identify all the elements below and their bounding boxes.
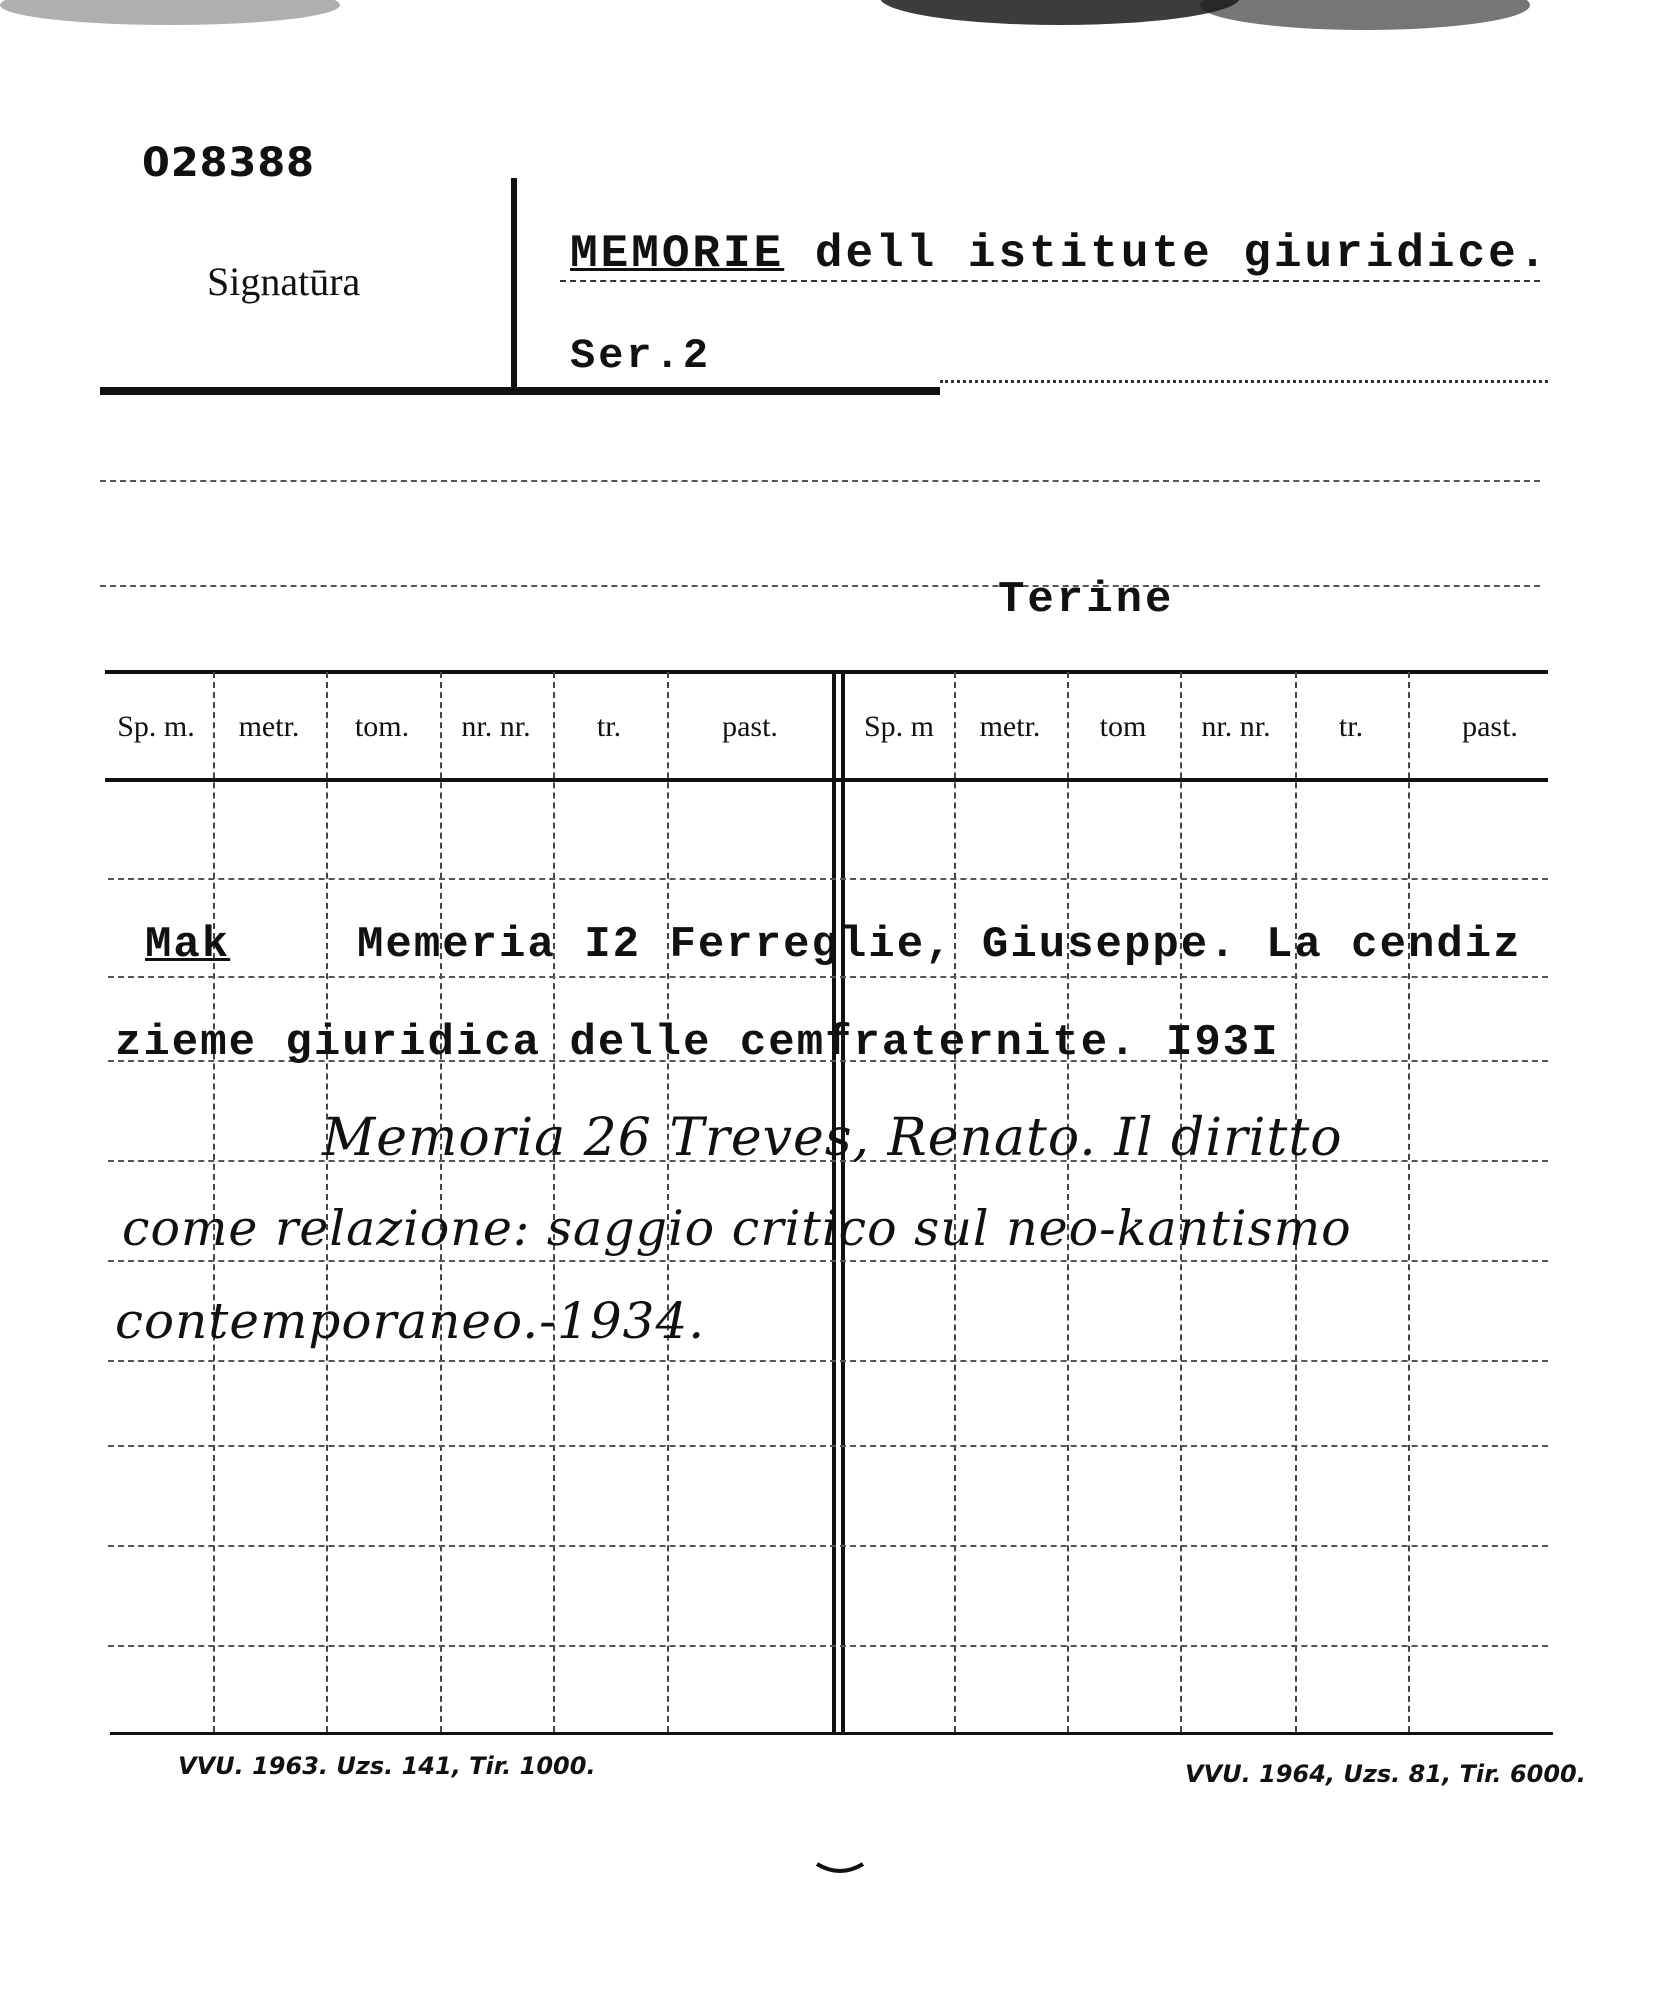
signatura-label: Signatūra bbox=[207, 259, 361, 304]
column-header: tr. bbox=[596, 710, 622, 743]
table-bottom-rule bbox=[110, 1732, 1553, 1735]
scan-smudge bbox=[0, 0, 340, 25]
punch-mark bbox=[815, 1860, 865, 1880]
table-row-rule bbox=[108, 878, 1548, 880]
scan-smudge bbox=[1200, 0, 1530, 30]
title-bold-word: MEMORIE bbox=[570, 228, 785, 280]
column-header: metr. bbox=[979, 710, 1041, 743]
blank-rule bbox=[100, 585, 1540, 587]
column-header: nr. nr. bbox=[461, 710, 531, 743]
column-header: tom. bbox=[354, 710, 410, 743]
typed-entry-text: Memeria I2 Ferreglie, Giuseppe. La cendiz bbox=[357, 920, 1522, 970]
card-title bbox=[570, 228, 1549, 280]
handwritten-entry-line-2: come relazione: saggio critico sul neo-kantismo bbox=[122, 1200, 1352, 1257]
table-row-rule bbox=[108, 1545, 1548, 1547]
print-stamp-right: VVU. 1964, Uzs. 81, Tir. 6000. bbox=[1185, 1760, 1586, 1788]
column-header: tr. bbox=[1338, 710, 1364, 743]
table-row-rule bbox=[108, 1260, 1548, 1262]
column-header: nr. nr. bbox=[1201, 710, 1271, 743]
title-underline bbox=[560, 280, 1540, 282]
column-header: metr. bbox=[238, 710, 300, 743]
column-header: Sp. m. bbox=[117, 710, 195, 743]
print-stamp-left: VVU. 1963. Uzs. 141, Tir. 1000. bbox=[178, 1752, 596, 1780]
table-row-rule bbox=[108, 1445, 1548, 1447]
handwritten-entry-line-1: Memoria 26 Treves, Renato. Il diritto bbox=[322, 1108, 1343, 1168]
card-number: 028388 bbox=[142, 140, 315, 186]
header-rule-right bbox=[940, 380, 1548, 383]
typed-entry-prefix: Mak bbox=[145, 920, 231, 970]
series-label: Ser.2 bbox=[570, 332, 712, 380]
table-row-rule bbox=[108, 1645, 1548, 1647]
header-rule bbox=[100, 387, 940, 395]
blank-rule bbox=[100, 480, 1540, 482]
typed-entry-line-1 bbox=[145, 920, 1522, 970]
column-header: past. bbox=[722, 710, 778, 743]
table-top-rule bbox=[105, 670, 1548, 674]
typed-entry-line-2: zieme giuridica delle cemfraternite. I93I bbox=[115, 1018, 1280, 1068]
column-header: Sp. m bbox=[863, 710, 935, 743]
header-divider bbox=[511, 178, 517, 388]
table-header-rule bbox=[105, 778, 1548, 782]
handwritten-entry-line-3: contemporaneo.-1934. bbox=[115, 1292, 706, 1350]
column-header: past. bbox=[1462, 710, 1518, 743]
column-header: tom bbox=[1099, 710, 1147, 743]
terine-label: Terine bbox=[998, 575, 1175, 625]
column-line bbox=[1408, 672, 1410, 1732]
table-row-rule bbox=[108, 1360, 1548, 1362]
table-row-rule bbox=[108, 976, 1548, 978]
scan-smudge bbox=[880, 0, 1240, 25]
title-rest: dell istitute giuridice. bbox=[784, 228, 1550, 280]
